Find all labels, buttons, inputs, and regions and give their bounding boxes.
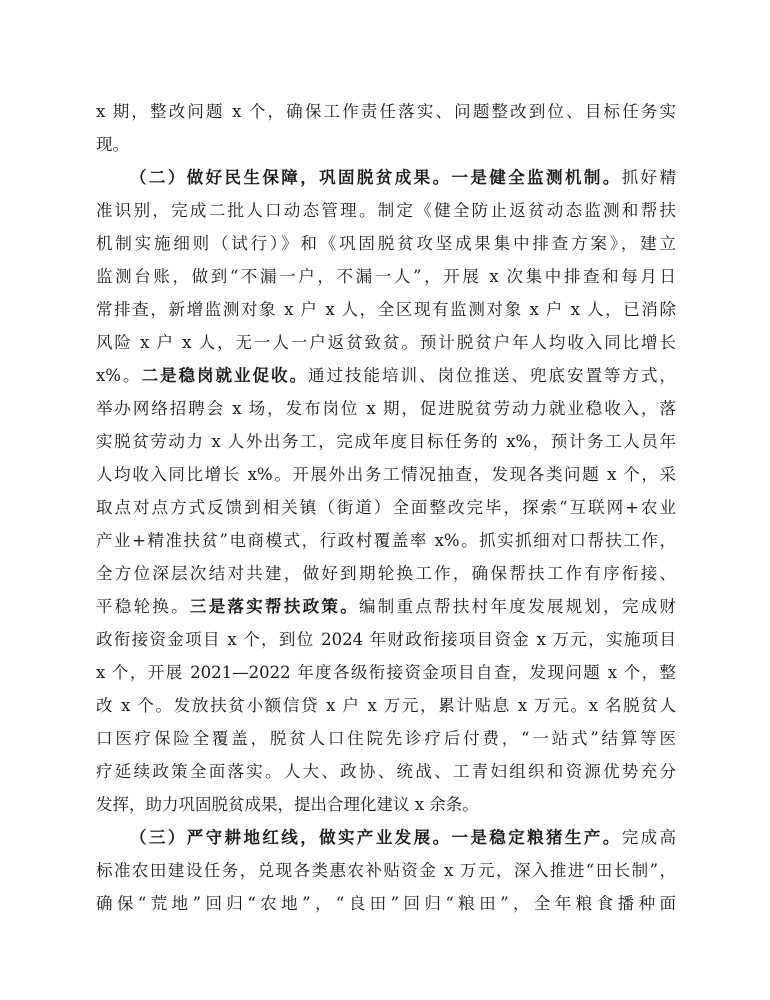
text-line: 监测台账，做到“不漏一户，不漏一人”，开展 x 次集中排查和每月日 bbox=[96, 267, 676, 286]
text-line: 风险 x 户 x 人，无一人一户返贫致贫。预计脱贫户年人均收入同比增长 bbox=[96, 333, 676, 352]
section-heading: （二）做好民生保障，巩固脱贫成果。一是健全监测机制。 bbox=[130, 168, 622, 187]
text-line: 确保“荒地”回归“农地”，“良田”回归“粮田”，全年粮食播种面 bbox=[96, 894, 676, 913]
text-line: x 期，整改问题 x 个，确保工作责任落实、问题整改到位、目标任务实 bbox=[96, 102, 676, 121]
text-line: 准识别，完成二批人口动态管理。制定《健全防止返贫动态监测和帮扶 bbox=[96, 201, 676, 220]
text-line: 产业+精准扶贫”电商模式，行政村覆盖率 x%。抓实抓细对口帮扶工作， bbox=[96, 531, 676, 550]
text-line: x 个，开展 2021—2022 年度各级衔接资金项目自查，发现问题 x 个，整 bbox=[96, 663, 676, 682]
text-line: 人均收入同比增长 x%。开展外出务工情况抽查，发现各类问题 x 个，采 bbox=[96, 465, 676, 484]
text-line: 实脱贫劳动力 x 人外出务工，完成年度目标任务的 x%，预计务工人员年 bbox=[96, 432, 676, 451]
text-line: 改 x 个。发放扶贫小额信贷 x 户 x 万元，累计贴息 x 万元。x 名脱贫人 bbox=[96, 696, 676, 715]
text-line: 平稳轮换。三是落实帮扶政策。编制重点帮扶村年度发展规划，完成财 bbox=[96, 597, 676, 616]
subheading: 三是落实帮扶政策。 bbox=[189, 597, 359, 616]
text-line: 现。 bbox=[96, 135, 129, 154]
text-line: 口医疗保险全覆盖，脱贫人口住院先诊疗后付费，“一站式”结算等医 bbox=[96, 729, 676, 748]
section-heading: （三）严守耕地红线，做实产业发展。一是稳定粮猪生产。 bbox=[130, 828, 622, 847]
text-line: 疗延续政策全面落实。人大、政协、统战、工青妇组织和资源优势充分 bbox=[96, 762, 676, 781]
subheading: 二是稳岗就业促收。 bbox=[141, 366, 309, 385]
text-line: 机制实施细则（试行）》和《巩固脱贫攻坚成果集中排查方案》，建立 bbox=[96, 234, 676, 253]
text-line: 常排查，新增监测对象 x 户 x 人，全区现有监测对象 x 户 x 人，已消除 bbox=[96, 300, 676, 319]
text-line: 发挥，助力巩固脱贫成果，提出合理化建议 x 余条。 bbox=[96, 795, 479, 814]
text-line: 举办网络招聘会 x 场，发布岗位 x 期，促进脱贫劳动力就业稳收入，落 bbox=[96, 399, 676, 418]
text-line: 全方位深层次结对共建，做好到期轮换工作，确保帮扶工作有序衔接、 bbox=[96, 564, 676, 583]
text-line: 取点对点方式反馈到相关镇（街道）全面整改完毕，探索“互联网+农业 bbox=[96, 498, 676, 517]
text-line: 政衔接资金项目 x 个，到位 2024 年财政衔接项目资金 x 万元，实施项目 bbox=[96, 630, 676, 649]
section-heading-line: （三）严守耕地红线，做实产业发展。一是稳定粮猪生产。完成高 bbox=[130, 828, 676, 847]
text-line: 标准农田建设任务，兑现各类惠农补贴资金 x 万元，深入推进“田长制”， bbox=[96, 861, 676, 880]
text-line: x%。二是稳岗就业促收。通过技能培训、岗位推送、兜底安置等方式， bbox=[96, 366, 676, 385]
section-heading-line: （二）做好民生保障，巩固脱贫成果。一是健全监测机制。抓好精 bbox=[130, 168, 676, 187]
